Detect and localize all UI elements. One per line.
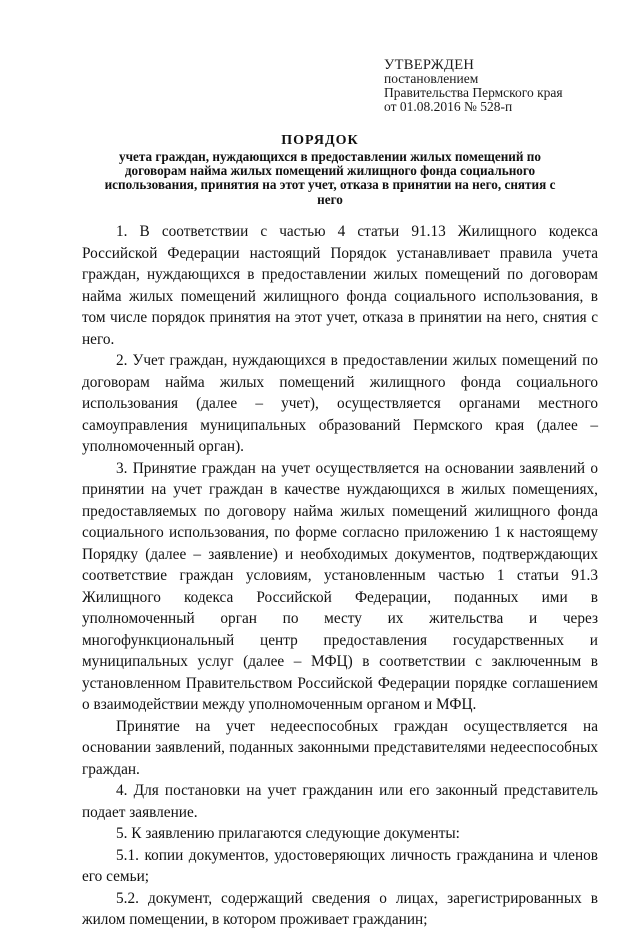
paragraph-5: 5. К заявлению прилагаются следующие документы: bbox=[116, 825, 460, 842]
paragraph-2: 2. Учет граждан, нуждающихся в предоставлении жилых помещений по договорам найма жилых помещений жилищного фонда социального использования (далее – учет), осуществляется органами местного самоуправления муниципальных образований Пермского края (далее – уполномоченный орган). bbox=[82, 352, 598, 455]
document-body bbox=[82, 221, 598, 931]
paragraph-1: 1. В соответствии с частью 4 статьи 91.13 Жилищного кодекса Российской Федерации настоящий Порядок устанавливает правила учета граждан, нуждающихся в предоставлении жилых помещений по договорам найма жилых помещений жилищного фонда социального использования, в том числе порядок принятия на этот учет, отказа в принятии на него, снятия с него. bbox=[82, 223, 598, 348]
approval-line: Правительства Пермского края bbox=[384, 85, 563, 100]
paragraph-3: 3. Принятие граждан на учет осуществляется на основании заявлений о принятии на учет граждан в качестве нуждающихся в жилых помещениях, предоставляемых по договору найма жилых помещений жилищного фонда социального использования, по форме согласно приложению 1 к настоящему Порядку (далее – заявление) и необходимых документов, подтверждающих соответствие граждан условиям, установленным частью 1 статьи 91.3 Жилищного кодекса Российской Федерации, поданных ими в уполномоченный орган по месту их жительства и через многофункциональный центр предоставления государственных и муниципальных услуг (далее – МФЦ) в соответствии с заключенным в установленном Правительством Российской Федерации порядке соглашением о взаимодействии между уполномоченным органом и МФЦ. bbox=[82, 459, 598, 713]
document-title: ПОРЯДОК bbox=[281, 133, 359, 148]
approval-line: от 01.08.2016 № 528-п bbox=[384, 99, 513, 114]
paragraph-5-1: 5.1. копии документов, удостоверяющих личность гражданина и членов его семьи; bbox=[82, 846, 598, 885]
approval-heading: УТВЕРЖДЕН bbox=[384, 57, 475, 73]
paragraph-3-continuation: Принятие на учет недееспособных граждан осуществляется на основании заявлений, поданных законными представителями недееспособных граждан. bbox=[82, 717, 598, 778]
document-subtitle: учета граждан, нуждающихся в предоставлении жилых помещений по договорам найма жилых помещений жилищного фонда социального использования, принятия на этот учет, отказа в принятии на него, снятия с него bbox=[104, 149, 556, 207]
paragraph-4: 4. Для постановки на учет гражданин или его законный представитель подает заявление. bbox=[82, 782, 598, 821]
approval-line: постановлением bbox=[384, 71, 479, 86]
approval-stamp bbox=[384, 58, 563, 114]
paragraph-5-2: 5.2. документ, содержащий сведения о лицах, зарегистрированных в жилом помещении, в котором проживает гражданин; bbox=[82, 889, 598, 928]
